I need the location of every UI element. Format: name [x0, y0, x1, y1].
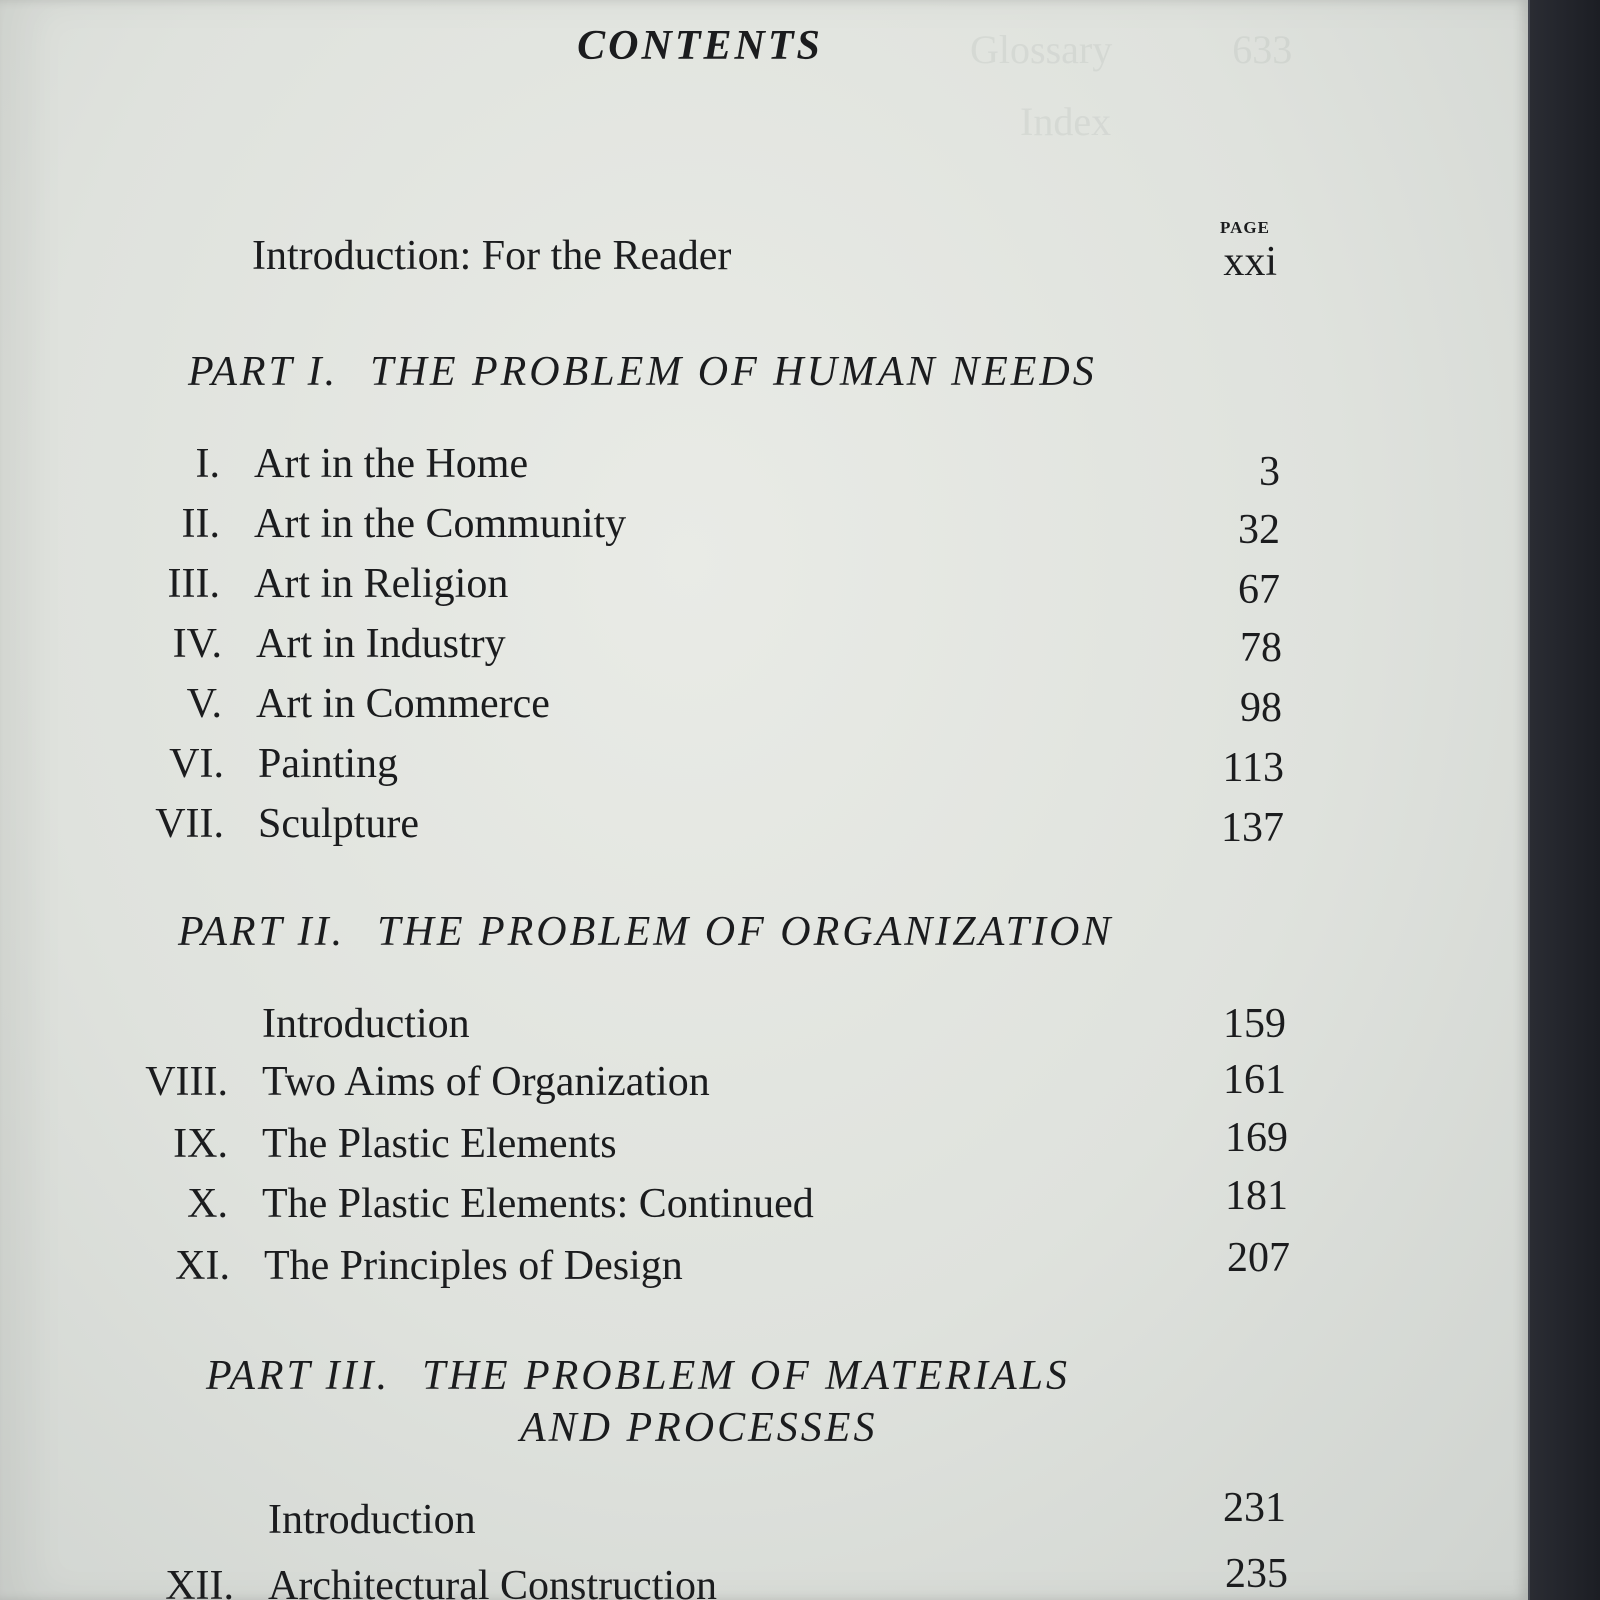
chapter-numeral: V. — [186, 681, 222, 727]
toc-entry-page: 113 — [1222, 745, 1284, 791]
chapter-numeral: IV. — [172, 621, 222, 667]
toc-entry-title: Art in the Community — [254, 501, 627, 547]
chapter-numeral: VIII. — [145, 1059, 228, 1105]
part-heading-label: PART I. — [188, 349, 339, 395]
toc-entry-title: The Principles of Design — [264, 1243, 683, 1289]
chapter-numeral: IX. — [173, 1121, 228, 1167]
part-heading-title: THE PROBLEM OF MATERIALS — [422, 1353, 1071, 1399]
part-heading-title: THE PROBLEM OF ORGANIZATION — [377, 909, 1114, 955]
toc-entry-page: 98 — [1240, 685, 1282, 731]
toc-entry-title: The Plastic Elements — [262, 1121, 617, 1167]
chapter-numeral: III. — [167, 561, 220, 607]
toc-entry-page: 231 — [1223, 1485, 1286, 1531]
toc-entry-page: xxi — [1223, 239, 1277, 285]
toc-entry-page: 78 — [1240, 625, 1282, 671]
toc-entry-title: Introduction: For the Reader — [252, 233, 732, 279]
part-heading — [206, 1352, 1070, 1400]
toc-entry-title: Painting — [258, 741, 399, 787]
chapter-numeral: I. — [195, 441, 220, 487]
toc-entry-title: Art in Industry — [256, 621, 506, 667]
chapter-numeral: XI. — [175, 1243, 230, 1289]
toc-entry-title: Sculpture — [258, 801, 419, 847]
toc-entry-title: Two Aims of Organization — [262, 1059, 710, 1105]
chapter-numeral: II. — [181, 501, 220, 547]
show-through-text: Glossary 633 — [970, 27, 1293, 72]
part-heading-label: PART II. — [178, 909, 346, 955]
show-through-text: Index — [1020, 99, 1112, 144]
part-heading — [188, 348, 1097, 396]
toc-entry-page: 161 — [1223, 1057, 1286, 1103]
part-heading-label: PART III. — [206, 1353, 391, 1399]
toc-entry-title: Art in Religion — [254, 561, 509, 607]
part-heading-title: THE PROBLEM OF HUMAN NEEDS — [370, 349, 1097, 395]
toc-entry-title: Art in the Home — [254, 441, 529, 487]
part-heading-continuation: AND PROCESSES — [520, 1405, 878, 1451]
toc-entry-title: Architectural Construction — [268, 1563, 718, 1600]
toc-entry-page: 67 — [1238, 567, 1280, 613]
chapter-numeral: XII. — [165, 1563, 234, 1600]
toc-entry-page: 137 — [1221, 805, 1284, 851]
chapter-numeral: X. — [187, 1181, 228, 1227]
toc-entry-page: 32 — [1238, 507, 1280, 553]
page-column-label: PAGE — [1220, 218, 1270, 237]
toc-entry-title: Introduction — [268, 1497, 476, 1543]
toc-entry-page: 169 — [1225, 1115, 1288, 1161]
toc-entry-title: The Plastic Elements: Continued — [262, 1181, 814, 1227]
toc-entry-title: Art in Commerce — [256, 681, 550, 727]
chapter-numeral: VII. — [155, 801, 224, 847]
toc-entry-title: Introduction — [262, 1001, 470, 1047]
toc-entry-page: 207 — [1227, 1235, 1290, 1281]
background-edge — [1530, 0, 1600, 1600]
page-title: CONTENTS — [577, 23, 823, 69]
toc-entry-page: 3 — [1259, 449, 1280, 495]
toc-entry-page: 235 — [1225, 1551, 1288, 1597]
part-heading — [178, 908, 1113, 956]
chapter-numeral: VI. — [169, 741, 224, 787]
toc-entry-page: 159 — [1223, 1001, 1286, 1047]
toc-entry-page: 181 — [1225, 1173, 1288, 1219]
